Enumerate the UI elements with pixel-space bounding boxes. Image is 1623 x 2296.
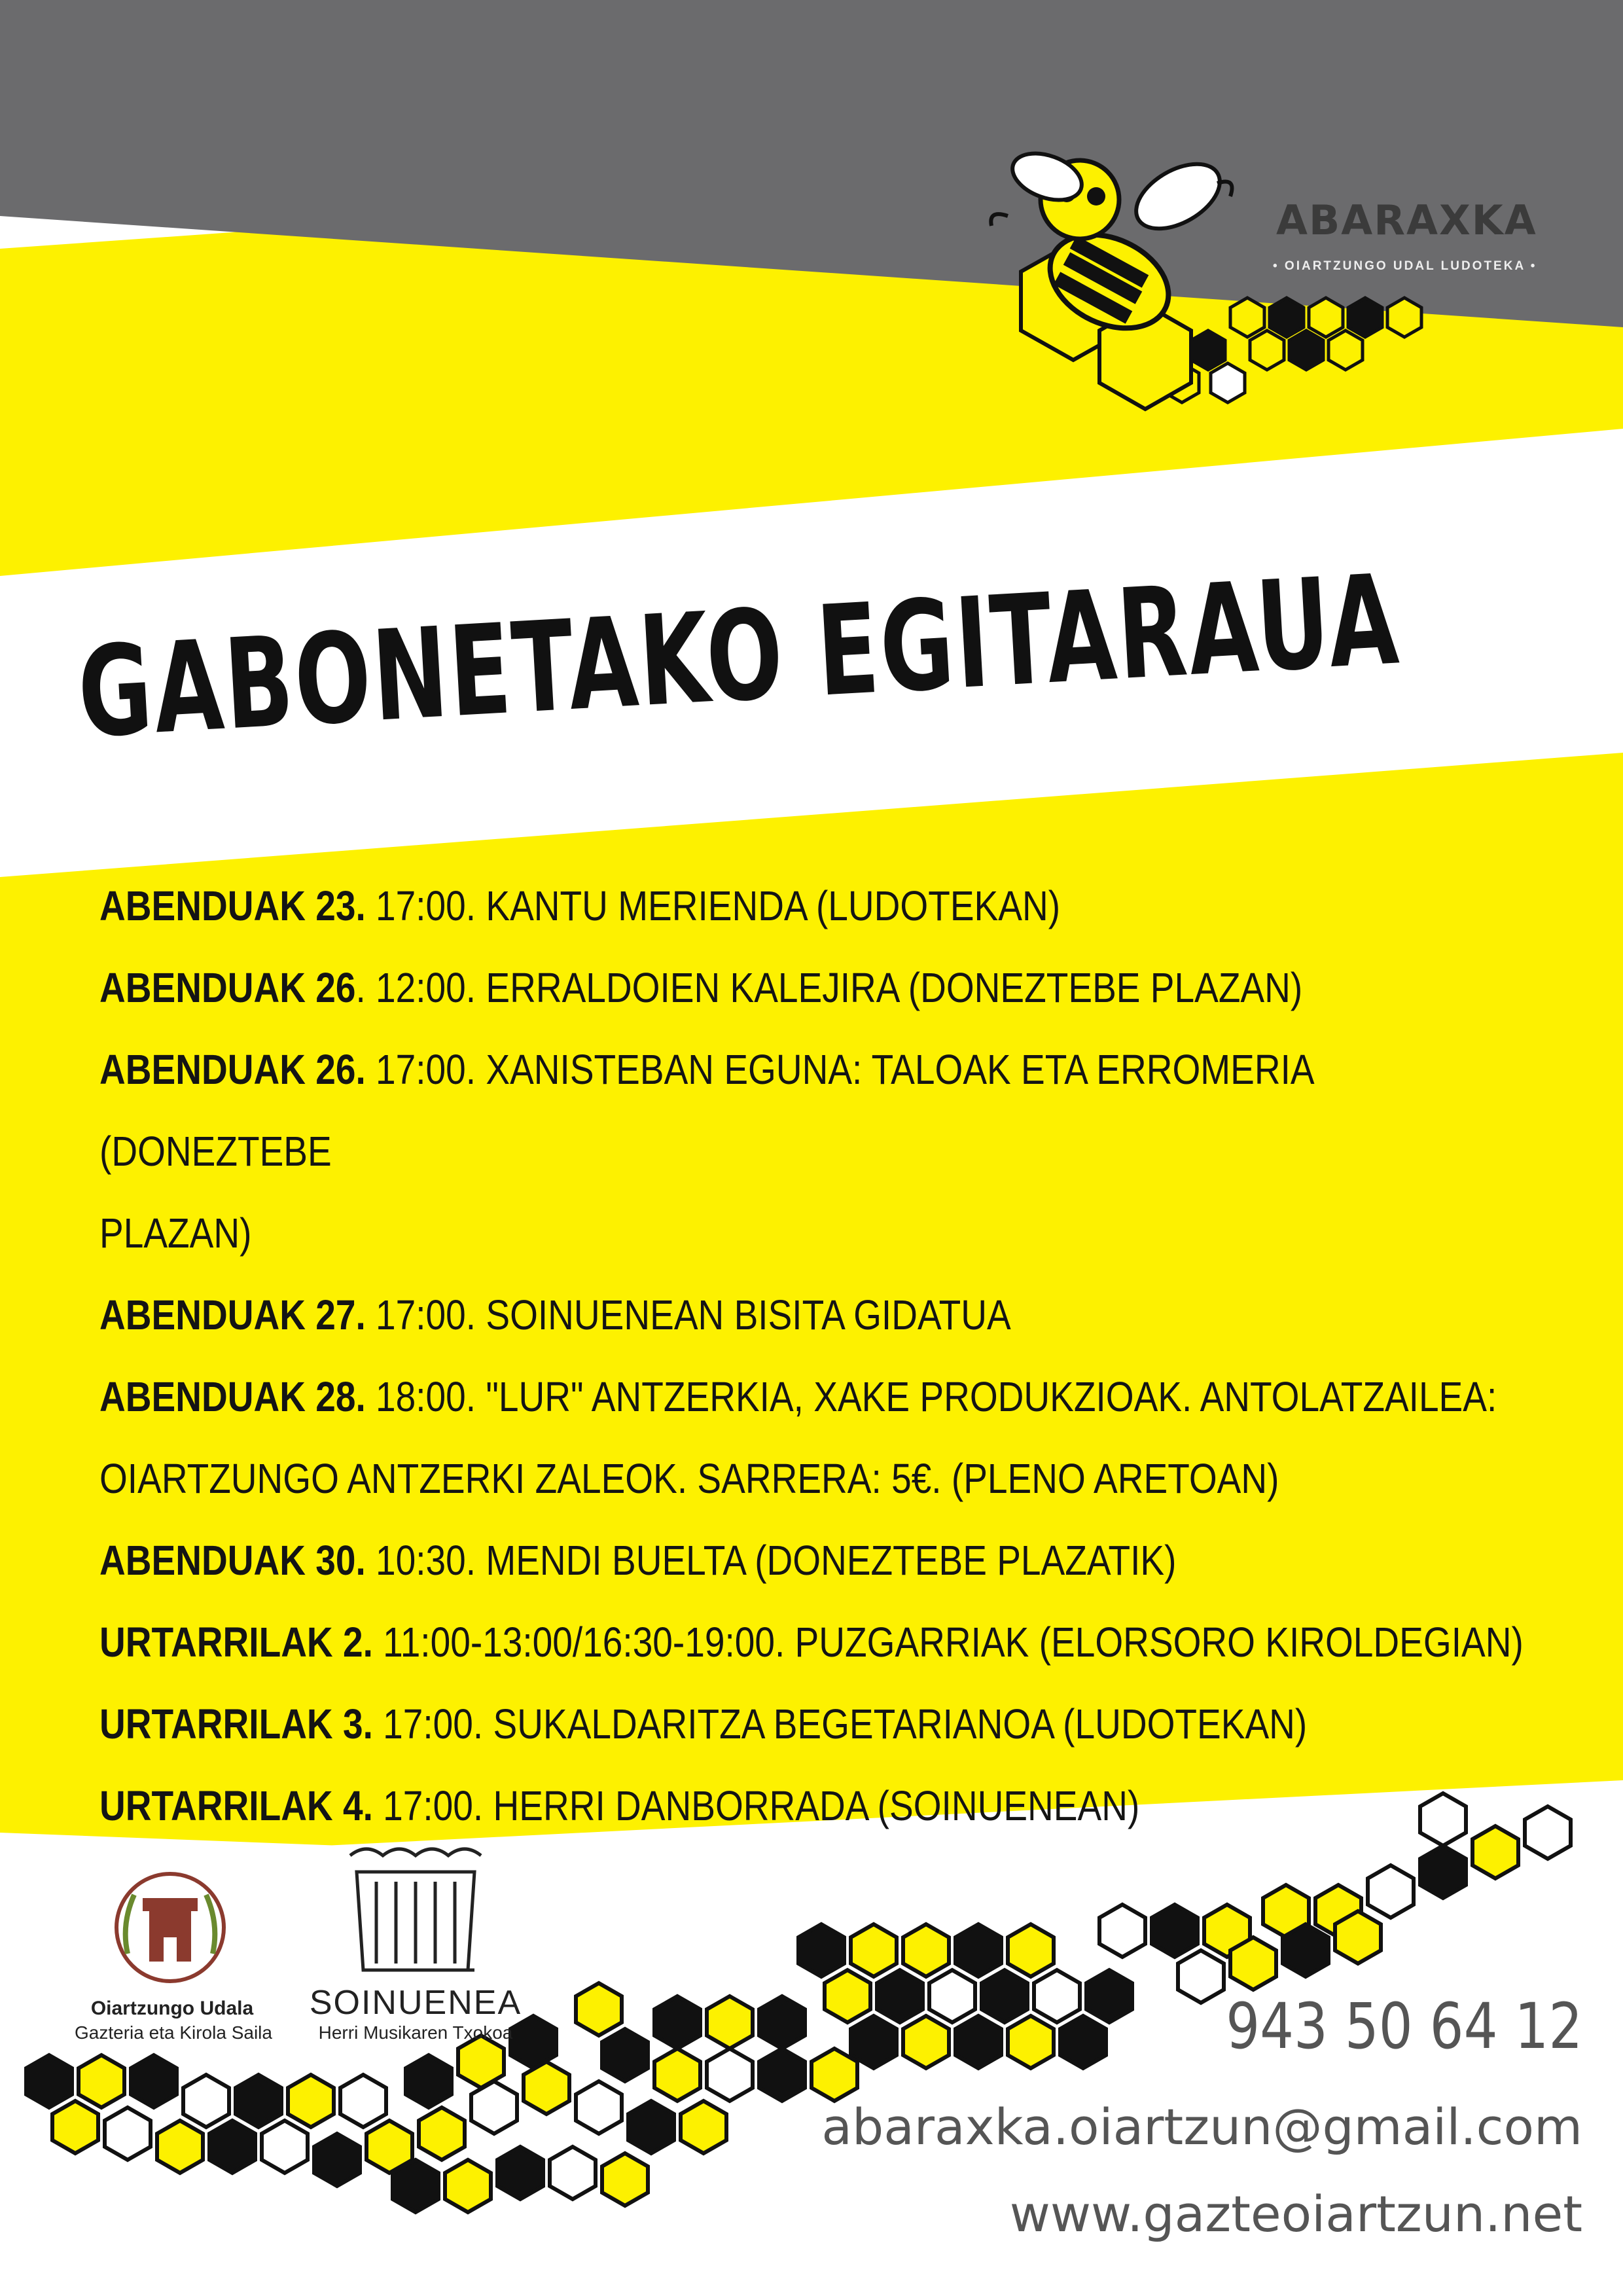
email-address[interactable]: abaraxka.oiartzun@gmail.com — [821, 2098, 1582, 2156]
brand-subtitle: • OIARTZUNGO UDAL LUDOTEKA • — [1273, 259, 1537, 273]
event-item-continued — [99, 1438, 1541, 1520]
event-text: PLAZAN) — [99, 1210, 252, 1257]
udala-crest-icon — [116, 1874, 224, 1981]
event-date: ABENDUAK 26. — [99, 1046, 366, 1093]
event-item — [99, 1683, 1541, 1765]
page-title: GABONETAKO EGITARAUA — [74, 547, 1404, 766]
event-text: 10:30. MENDI BUELTA (DONEZTEBE PLAZATIK) — [365, 1537, 1177, 1584]
event-item — [99, 1765, 1541, 1847]
event-date: URTARRILAK 4. — [99, 1782, 373, 1829]
event-text: 11:00-13:00/16:30-19:00. PUZGARRIAK (ELORSORO KIROLDEGIAN) — [372, 1619, 1524, 1666]
event-date: ABENDUAK 26 — [99, 964, 356, 1011]
event-date: ABENDUAK 23. — [99, 882, 366, 929]
event-item — [99, 865, 1541, 947]
event-text: . 12:00. ERRALDOIEN KALEJIRA (DONEZTEBE PLAZAN) — [355, 964, 1303, 1011]
event-item-continued — [99, 1193, 1541, 1274]
event-date: URTARRILAK 2. — [99, 1619, 373, 1666]
event-text: 17:00. SOINUENEAN BISITA GIDATUA — [365, 1291, 1011, 1338]
event-list — [99, 865, 1539, 1847]
event-date: URTARRILAK 3. — [99, 1700, 373, 1748]
website-link[interactable]: www.gazteoiartzun.net — [1009, 2185, 1582, 2243]
event-date: ABENDUAK 28. — [99, 1373, 366, 1420]
phone-number: 943 50 64 12 — [1225, 1990, 1582, 2063]
event-text: 18:00. "LUR" ANTZERKIA, XAKE PRODUKZIOAK. ANTOLATZAILEA: — [365, 1373, 1497, 1420]
brand-name: ABARAXKA — [1276, 196, 1537, 244]
event-item — [99, 947, 1541, 1029]
udala-name: Oiartzungo Udala — [90, 1998, 254, 2019]
event-date: ABENDUAK 30. — [99, 1537, 366, 1584]
event-text: 17:00. KANTU MERIENDA (LUDOTEKAN) — [365, 882, 1061, 929]
event-item — [99, 1274, 1541, 1356]
event-date: ABENDUAK 27. — [99, 1291, 366, 1338]
event-text: 17:00. HERRI DANBORRADA (SOINUENEAN) — [372, 1782, 1140, 1829]
event-item — [99, 1520, 1541, 1602]
event-text: 17:00. XANISTEBAN EGUNA: TALOAK ETA ERROMERIA (DONEZTEBE — [99, 1046, 1313, 1175]
event-text: 17:00. SUKALDARITZA BEGETARIANOA (LUDOTEKAN) — [372, 1700, 1308, 1748]
soinuenea-name: SOINUENEA — [309, 1984, 522, 2022]
udala-department: Gazteria eta Kirola Saila — [75, 2022, 272, 2043]
event-item — [99, 1356, 1541, 1438]
event-text: OIARTZUNGO ANTZERKI ZALEOK. SARRERA: 5€. (PLENO ARETOAN) — [99, 1455, 1279, 1502]
soinuenea-tagline: Herri Musikaren Txokoa — [318, 2022, 513, 2043]
event-item — [99, 1029, 1541, 1193]
event-item — [99, 1602, 1541, 1683]
